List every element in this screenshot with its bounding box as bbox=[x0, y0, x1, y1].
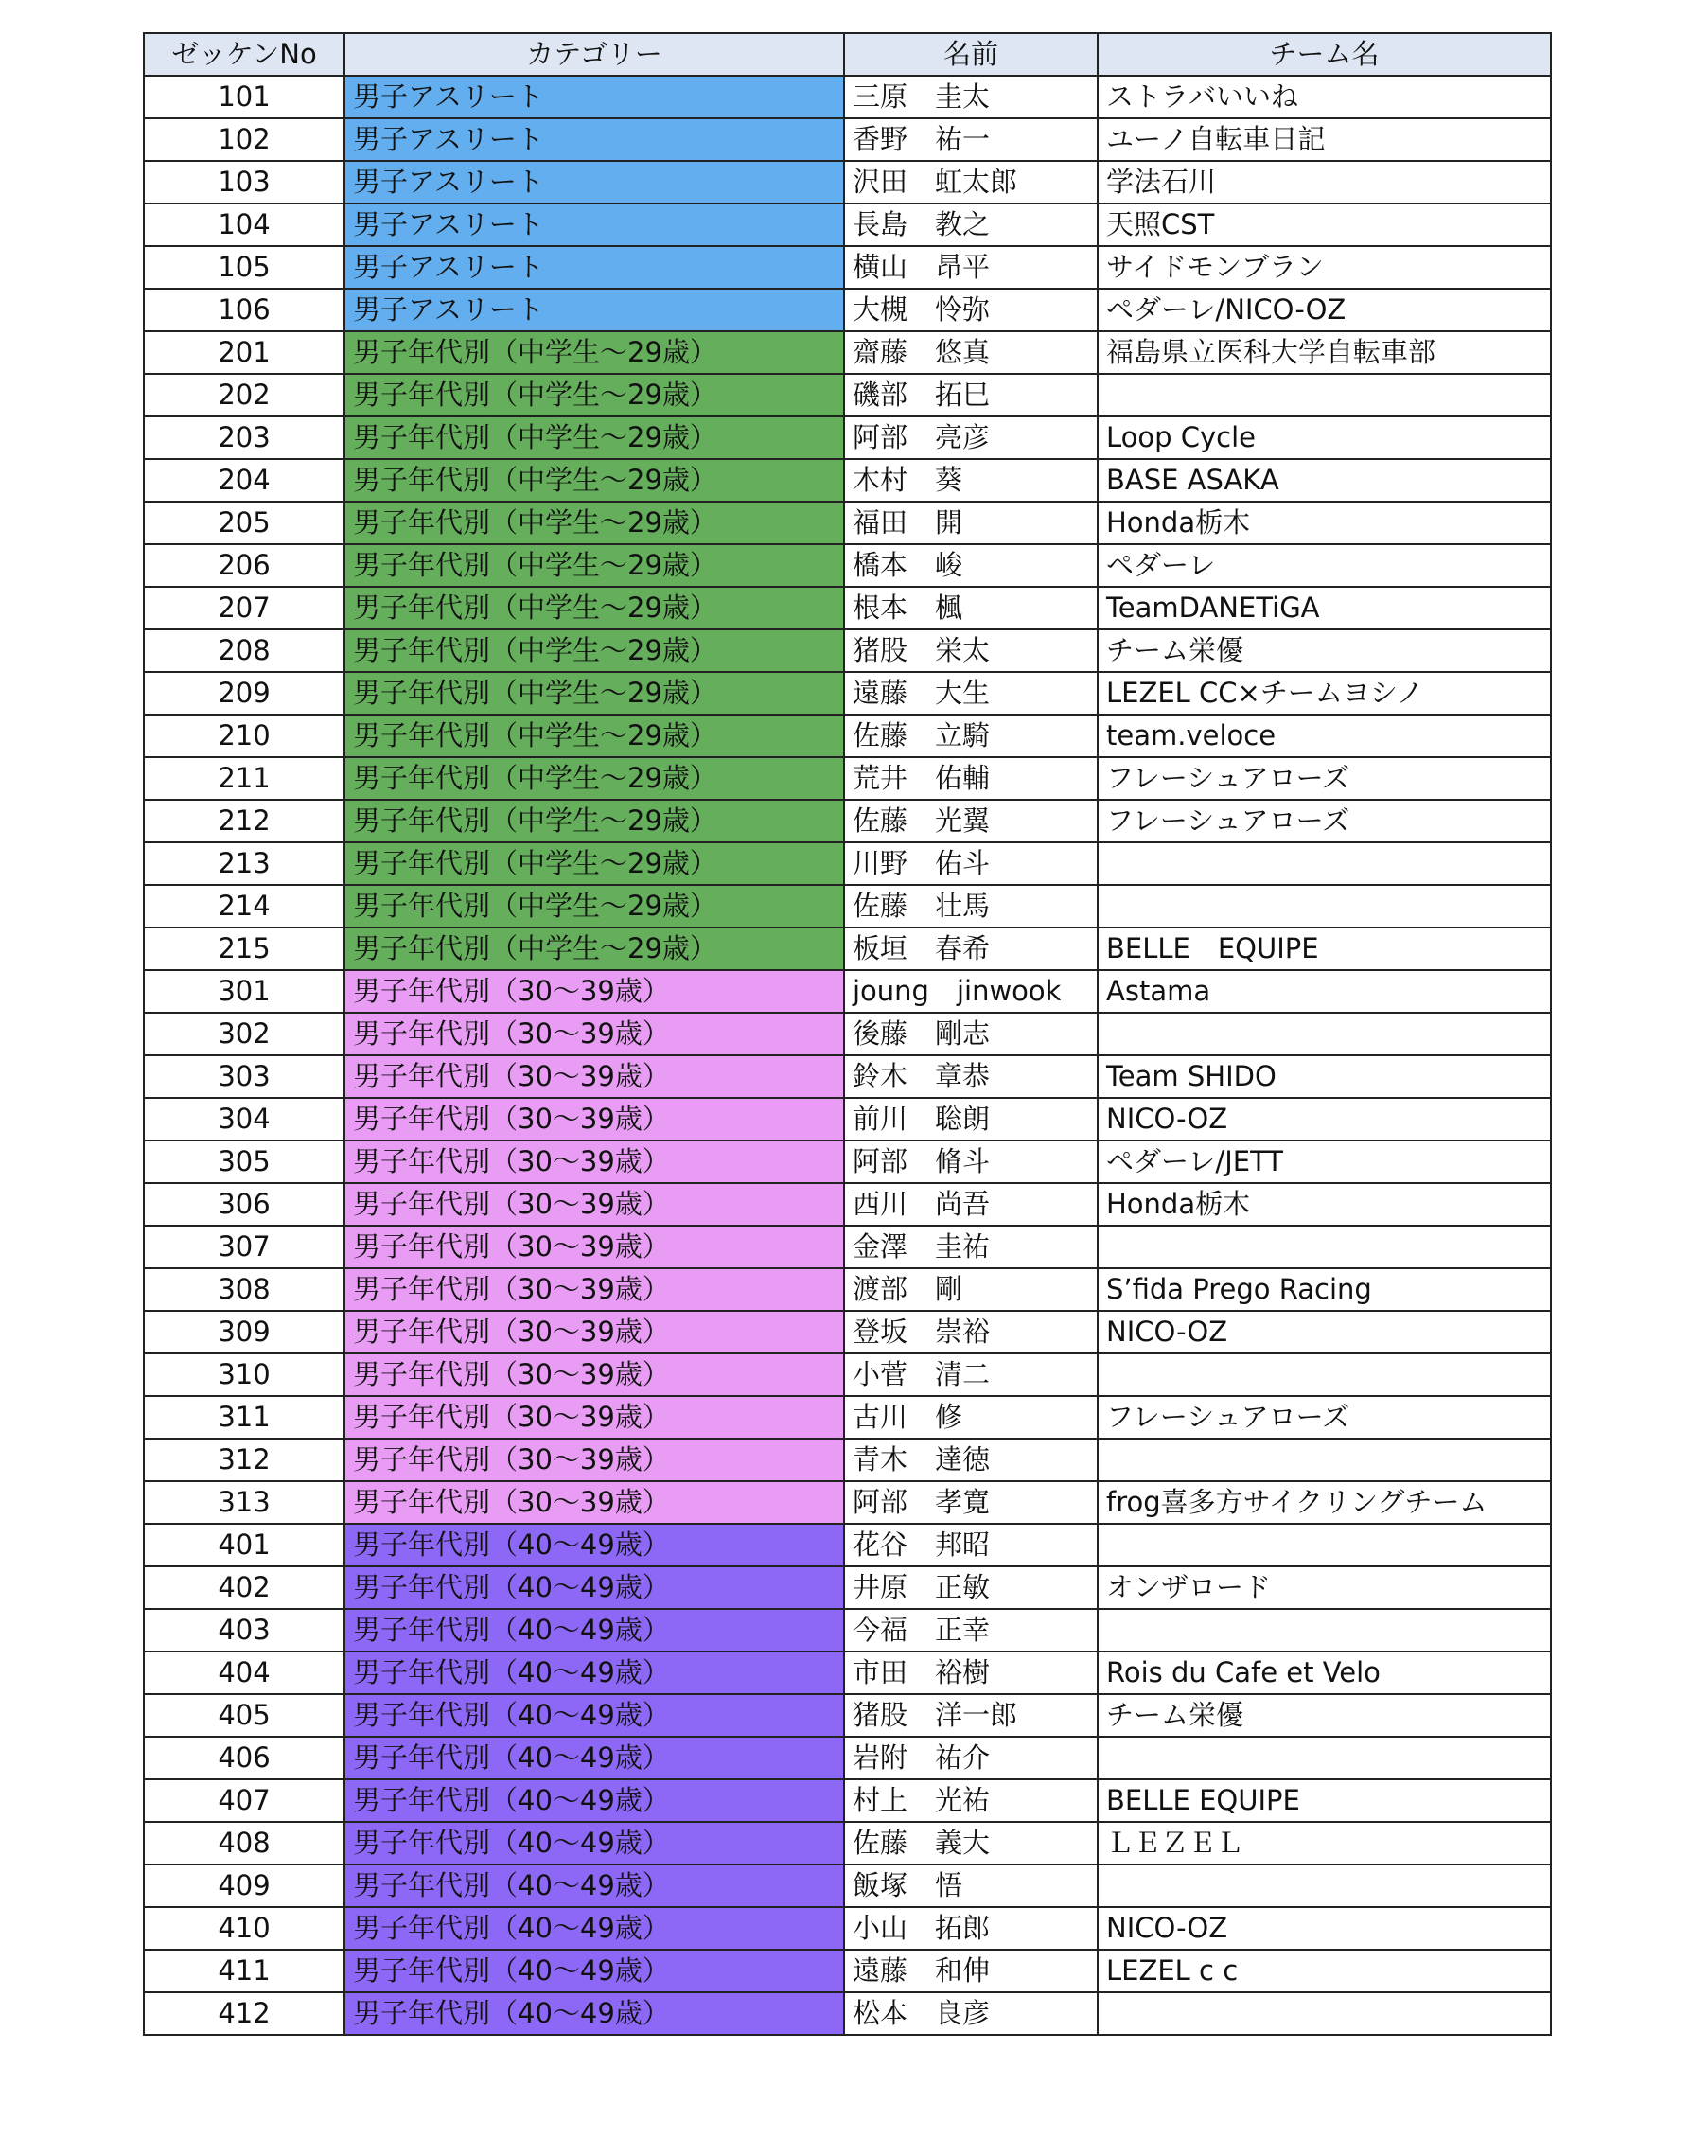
category-cell: 男子年代別（30〜39歳） bbox=[344, 1481, 844, 1524]
bib-number-cell: 211 bbox=[144, 757, 344, 800]
team-name-cell: ストラバいいね bbox=[1098, 76, 1551, 118]
racer-name-cell: 阿部 脩斗 bbox=[844, 1140, 1098, 1183]
bib-number-cell: 404 bbox=[144, 1652, 344, 1694]
team-name-cell: サイドモンブラン bbox=[1098, 246, 1551, 289]
bib-number-cell: 306 bbox=[144, 1183, 344, 1226]
bib-number-cell: 203 bbox=[144, 416, 344, 459]
racer-name-cell: 井原 正敏 bbox=[844, 1566, 1098, 1609]
category-cell: 男子年代別（中学生〜29歳） bbox=[344, 800, 844, 842]
team-name-cell: ユーノ自転車日記 bbox=[1098, 118, 1551, 161]
category-cell: 男子アスリート bbox=[344, 289, 844, 331]
racer-name-cell: 小菅 清二 bbox=[844, 1353, 1098, 1396]
team-name-cell bbox=[1098, 374, 1551, 416]
table-row bbox=[144, 1609, 1551, 1652]
category-cell: 男子年代別（40〜49歳） bbox=[344, 1779, 844, 1822]
racer-name-cell: 岩附 祐介 bbox=[844, 1737, 1098, 1779]
category-cell: 男子年代別（30〜39歳） bbox=[344, 1268, 844, 1311]
racer-name-cell: 鈴木 章恭 bbox=[844, 1055, 1098, 1098]
racer-name-cell: 今福 正幸 bbox=[844, 1609, 1098, 1652]
category-cell: 男子年代別（30〜39歳） bbox=[344, 1055, 844, 1098]
team-name-cell: BELLE EQUIPE bbox=[1098, 928, 1551, 970]
racer-name-cell: 木村 葵 bbox=[844, 459, 1098, 502]
bib-number-cell: 313 bbox=[144, 1481, 344, 1524]
table-row bbox=[144, 1183, 1551, 1226]
table-row bbox=[144, 587, 1551, 629]
category-cell: 男子年代別（30〜39歳） bbox=[344, 1013, 844, 1055]
table-row bbox=[144, 970, 1551, 1013]
bib-number-cell: 401 bbox=[144, 1524, 344, 1566]
racer-name-cell: 長島 教之 bbox=[844, 203, 1098, 246]
racer-name-cell: 横山 昂平 bbox=[844, 246, 1098, 289]
table-row bbox=[144, 800, 1551, 842]
category-cell: 男子年代別（中学生〜29歳） bbox=[344, 885, 844, 928]
category-cell: 男子年代別（40〜49歳） bbox=[344, 1737, 844, 1779]
team-name-cell: Team SHIDO bbox=[1098, 1055, 1551, 1098]
table-row bbox=[144, 1353, 1551, 1396]
team-name-cell: フレーシュアローズ bbox=[1098, 800, 1551, 842]
table-row bbox=[144, 1652, 1551, 1694]
bib-number-cell: 312 bbox=[144, 1439, 344, 1481]
category-cell: 男子年代別（40〜49歳） bbox=[344, 1992, 844, 2035]
table-row bbox=[144, 1396, 1551, 1439]
bib-number-cell: 410 bbox=[144, 1907, 344, 1950]
category-cell: 男子年代別（中学生〜29歳） bbox=[344, 502, 844, 544]
racer-name-cell: 登坂 崇裕 bbox=[844, 1311, 1098, 1353]
bib-number-cell: 304 bbox=[144, 1098, 344, 1140]
table-row bbox=[144, 1950, 1551, 1992]
table-row bbox=[144, 544, 1551, 587]
table-row bbox=[144, 842, 1551, 885]
team-name-cell bbox=[1098, 1353, 1551, 1396]
racer-name-cell: 花谷 邦昭 bbox=[844, 1524, 1098, 1566]
table-row bbox=[144, 1694, 1551, 1737]
category-cell: 男子アスリート bbox=[344, 76, 844, 118]
team-name-cell: Astama bbox=[1098, 970, 1551, 1013]
table-body bbox=[144, 76, 1551, 2035]
bib-number-cell: 402 bbox=[144, 1566, 344, 1609]
table-row bbox=[144, 1055, 1551, 1098]
team-name-cell: チーム栄優 bbox=[1098, 629, 1551, 672]
bib-number-cell: 212 bbox=[144, 800, 344, 842]
racer-name-cell: 小山 拓郎 bbox=[844, 1907, 1098, 1950]
racer-name-cell: 佐藤 壮馬 bbox=[844, 885, 1098, 928]
racer-name-cell: 遠藤 大生 bbox=[844, 672, 1098, 715]
table-row bbox=[144, 331, 1551, 374]
bib-number-cell: 303 bbox=[144, 1055, 344, 1098]
team-name-cell: BASE ASAKA bbox=[1098, 459, 1551, 502]
bib-number-cell: 202 bbox=[144, 374, 344, 416]
racer-name-cell: 金澤 圭祐 bbox=[844, 1226, 1098, 1268]
table-row bbox=[144, 203, 1551, 246]
team-name-cell bbox=[1098, 842, 1551, 885]
table-row bbox=[144, 757, 1551, 800]
racer-name-cell: 香野 祐一 bbox=[844, 118, 1098, 161]
category-cell: 男子年代別（中学生〜29歳） bbox=[344, 374, 844, 416]
team-name-cell bbox=[1098, 1439, 1551, 1481]
table-row bbox=[144, 246, 1551, 289]
racer-name-cell: 大槻 怜弥 bbox=[844, 289, 1098, 331]
racer-name-cell: 遠藤 和伸 bbox=[844, 1950, 1098, 1992]
table-row bbox=[144, 1226, 1551, 1268]
bib-number-cell: 206 bbox=[144, 544, 344, 587]
team-name-cell: Loop Cycle bbox=[1098, 416, 1551, 459]
racer-name-cell: 阿部 亮彦 bbox=[844, 416, 1098, 459]
team-name-cell: チーム栄優 bbox=[1098, 1694, 1551, 1737]
bib-number-cell: 201 bbox=[144, 331, 344, 374]
team-name-cell: BELLE EQUIPE bbox=[1098, 1779, 1551, 1822]
bib-number-cell: 204 bbox=[144, 459, 344, 502]
team-name-cell: NICO-OZ bbox=[1098, 1098, 1551, 1140]
team-name-cell: ペダーレ/NICO-OZ bbox=[1098, 289, 1551, 331]
table-row bbox=[144, 1907, 1551, 1950]
category-cell: 男子アスリート bbox=[344, 246, 844, 289]
category-cell: 男子年代別（30〜39歳） bbox=[344, 1353, 844, 1396]
team-name-cell: LEZEL c c bbox=[1098, 1950, 1551, 1992]
racer-name-cell: 古川 修 bbox=[844, 1396, 1098, 1439]
table-row bbox=[144, 459, 1551, 502]
racer-name-cell: 荒井 佑輔 bbox=[844, 757, 1098, 800]
team-name-cell: team.veloce bbox=[1098, 715, 1551, 757]
category-cell: 男子アスリート bbox=[344, 118, 844, 161]
bib-number-cell: 408 bbox=[144, 1822, 344, 1864]
table-row bbox=[144, 416, 1551, 459]
category-cell: 男子アスリート bbox=[344, 203, 844, 246]
bib-number-cell: 213 bbox=[144, 842, 344, 885]
team-name-cell: 学法石川 bbox=[1098, 161, 1551, 203]
table-row bbox=[144, 1098, 1551, 1140]
bib-number-cell: 101 bbox=[144, 76, 344, 118]
racer-name-cell: 根本 楓 bbox=[844, 587, 1098, 629]
team-name-cell: ＬＥＺＥＬ bbox=[1098, 1822, 1551, 1864]
table-row bbox=[144, 629, 1551, 672]
team-name-cell: ペダーレ/JETT bbox=[1098, 1140, 1551, 1183]
category-cell: 男子年代別（中学生〜29歳） bbox=[344, 544, 844, 587]
bib-number-cell: 105 bbox=[144, 246, 344, 289]
category-cell: 男子年代別（中学生〜29歳） bbox=[344, 416, 844, 459]
table-row bbox=[144, 1268, 1551, 1311]
racer-name-cell: 福田 開 bbox=[844, 502, 1098, 544]
category-cell: 男子年代別（30〜39歳） bbox=[344, 1396, 844, 1439]
category-cell: 男子年代別（30〜39歳） bbox=[344, 970, 844, 1013]
table-row bbox=[144, 1864, 1551, 1907]
table-row bbox=[144, 502, 1551, 544]
team-name-cell: Honda栃木 bbox=[1098, 502, 1551, 544]
category-cell: 男子年代別（40〜49歳） bbox=[344, 1864, 844, 1907]
bib-number-cell: 207 bbox=[144, 587, 344, 629]
racer-name-cell: 橋本 峻 bbox=[844, 544, 1098, 587]
bib-number-cell: 411 bbox=[144, 1950, 344, 1992]
category-cell: 男子年代別（中学生〜29歳） bbox=[344, 331, 844, 374]
racer-name-cell: 磯部 拓巳 bbox=[844, 374, 1098, 416]
team-name-cell: S’fida Prego Racing bbox=[1098, 1268, 1551, 1311]
table-row bbox=[144, 1524, 1551, 1566]
bib-number-cell: 409 bbox=[144, 1864, 344, 1907]
team-name-cell: NICO-OZ bbox=[1098, 1907, 1551, 1950]
bib-number-cell: 104 bbox=[144, 203, 344, 246]
table-row bbox=[144, 672, 1551, 715]
team-name-cell bbox=[1098, 1737, 1551, 1779]
category-cell: 男子年代別（40〜49歳） bbox=[344, 1566, 844, 1609]
racer-name-cell: 飯塚 悟 bbox=[844, 1864, 1098, 1907]
bib-number-cell: 307 bbox=[144, 1226, 344, 1268]
team-name-cell: Rois du Cafe et Velo bbox=[1098, 1652, 1551, 1694]
team-name-cell: Honda栃木 bbox=[1098, 1183, 1551, 1226]
racer-name-cell: 前川 聡朗 bbox=[844, 1098, 1098, 1140]
team-name-cell bbox=[1098, 1992, 1551, 2035]
category-cell: 男子年代別（中学生〜29歳） bbox=[344, 629, 844, 672]
team-name-cell: オンザロード bbox=[1098, 1566, 1551, 1609]
bib-number-cell: 301 bbox=[144, 970, 344, 1013]
category-cell: 男子年代別（中学生〜29歳） bbox=[344, 928, 844, 970]
racer-name-cell: 市田 裕樹 bbox=[844, 1652, 1098, 1694]
team-name-cell bbox=[1098, 1013, 1551, 1055]
team-name-cell: ペダーレ bbox=[1098, 544, 1551, 587]
team-name-cell: NICO-OZ bbox=[1098, 1311, 1551, 1353]
category-cell: 男子年代別（30〜39歳） bbox=[344, 1439, 844, 1481]
bib-number-cell: 210 bbox=[144, 715, 344, 757]
racer-name-cell: 渡部 剛 bbox=[844, 1268, 1098, 1311]
bib-number-cell: 406 bbox=[144, 1737, 344, 1779]
table-row bbox=[144, 1439, 1551, 1481]
bib-number-cell: 209 bbox=[144, 672, 344, 715]
category-cell: 男子年代別（40〜49歳） bbox=[344, 1524, 844, 1566]
team-name-cell: LEZEL CC×チームヨシノ bbox=[1098, 672, 1551, 715]
category-cell: 男子年代別（30〜39歳） bbox=[344, 1098, 844, 1140]
racer-name-cell: 西川 尚吾 bbox=[844, 1183, 1098, 1226]
racer-name-cell: 板垣 春希 bbox=[844, 928, 1098, 970]
table-row bbox=[144, 1311, 1551, 1353]
bib-number-cell: 311 bbox=[144, 1396, 344, 1439]
racer-name-cell: 松本 良彦 bbox=[844, 1992, 1098, 2035]
category-cell: 男子年代別（中学生〜29歳） bbox=[344, 459, 844, 502]
racer-name-cell: 後藤 剛志 bbox=[844, 1013, 1098, 1055]
table-row bbox=[144, 1013, 1551, 1055]
category-cell: 男子年代別（40〜49歳） bbox=[344, 1694, 844, 1737]
bib-number-cell: 412 bbox=[144, 1992, 344, 2035]
team-name-cell: 福島県立医科大学自転車部 bbox=[1098, 331, 1551, 374]
bib-number-cell: 310 bbox=[144, 1353, 344, 1396]
team-name-cell bbox=[1098, 1864, 1551, 1907]
team-name-cell bbox=[1098, 885, 1551, 928]
team-name-cell: フレーシュアローズ bbox=[1098, 757, 1551, 800]
bib-number-cell: 102 bbox=[144, 118, 344, 161]
entry-list-table bbox=[143, 32, 1552, 2036]
racer-name-cell: 三原 圭太 bbox=[844, 76, 1098, 118]
category-cell: 男子年代別（40〜49歳） bbox=[344, 1822, 844, 1864]
table-row bbox=[144, 161, 1551, 203]
bib-number-cell: 308 bbox=[144, 1268, 344, 1311]
bib-number-cell: 214 bbox=[144, 885, 344, 928]
category-cell: 男子年代別（40〜49歳） bbox=[344, 1652, 844, 1694]
table-header bbox=[144, 33, 1551, 76]
racer-name-cell: 佐藤 義大 bbox=[844, 1822, 1098, 1864]
category-cell: 男子年代別（中学生〜29歳） bbox=[344, 587, 844, 629]
team-name-cell bbox=[1098, 1609, 1551, 1652]
racer-name-cell: 川野 佑斗 bbox=[844, 842, 1098, 885]
category-cell: 男子年代別（40〜49歳） bbox=[344, 1907, 844, 1950]
table-row bbox=[144, 1779, 1551, 1822]
bib-number-cell: 305 bbox=[144, 1140, 344, 1183]
team-name-cell: フレーシュアローズ bbox=[1098, 1396, 1551, 1439]
bib-number-cell: 403 bbox=[144, 1609, 344, 1652]
team-name-cell bbox=[1098, 1524, 1551, 1566]
header-team: チーム名 bbox=[1098, 33, 1551, 76]
header-name: 名前 bbox=[844, 33, 1098, 76]
category-cell: 男子年代別（30〜39歳） bbox=[344, 1311, 844, 1353]
table-row bbox=[144, 1992, 1551, 2035]
bib-number-cell: 215 bbox=[144, 928, 344, 970]
table-row bbox=[144, 1737, 1551, 1779]
category-cell: 男子年代別（40〜49歳） bbox=[344, 1609, 844, 1652]
category-cell: 男子年代別（中学生〜29歳） bbox=[344, 672, 844, 715]
bib-number-cell: 205 bbox=[144, 502, 344, 544]
table-row bbox=[144, 76, 1551, 118]
table-row bbox=[144, 118, 1551, 161]
category-cell: 男子年代別（中学生〜29歳） bbox=[344, 715, 844, 757]
header-bib-number: ゼッケンNo bbox=[144, 33, 344, 76]
racer-name-cell: 村上 光祐 bbox=[844, 1779, 1098, 1822]
team-name-cell: TeamDANETiGA bbox=[1098, 587, 1551, 629]
header-category: カテゴリー bbox=[344, 33, 844, 76]
category-cell: 男子年代別（30〜39歳） bbox=[344, 1140, 844, 1183]
category-cell: 男子アスリート bbox=[344, 161, 844, 203]
bib-number-cell: 407 bbox=[144, 1779, 344, 1822]
table-row bbox=[144, 928, 1551, 970]
table-row bbox=[144, 715, 1551, 757]
racer-name-cell: 沢田 虹太郎 bbox=[844, 161, 1098, 203]
table-row bbox=[144, 1822, 1551, 1864]
racer-name-cell: 猪股 栄太 bbox=[844, 629, 1098, 672]
bib-number-cell: 405 bbox=[144, 1694, 344, 1737]
table-row bbox=[144, 1566, 1551, 1609]
team-name-cell: 天照CST bbox=[1098, 203, 1551, 246]
team-name-cell bbox=[1098, 1226, 1551, 1268]
bib-number-cell: 103 bbox=[144, 161, 344, 203]
category-cell: 男子年代別（中学生〜29歳） bbox=[344, 842, 844, 885]
bib-number-cell: 208 bbox=[144, 629, 344, 672]
table-row bbox=[144, 1481, 1551, 1524]
bib-number-cell: 106 bbox=[144, 289, 344, 331]
table-row bbox=[144, 374, 1551, 416]
bib-number-cell: 302 bbox=[144, 1013, 344, 1055]
team-name-cell: frog喜多方サイクリングチーム bbox=[1098, 1481, 1551, 1524]
racer-name-cell: 佐藤 立騎 bbox=[844, 715, 1098, 757]
racer-name-cell: 猪股 洋一郎 bbox=[844, 1694, 1098, 1737]
table-row bbox=[144, 289, 1551, 331]
header-row bbox=[144, 33, 1551, 76]
category-cell: 男子年代別（中学生〜29歳） bbox=[344, 757, 844, 800]
racer-name-cell: 阿部 孝寛 bbox=[844, 1481, 1098, 1524]
racer-name-cell: 齋藤 悠真 bbox=[844, 331, 1098, 374]
table-row bbox=[144, 885, 1551, 928]
racer-name-cell: 佐藤 光翼 bbox=[844, 800, 1098, 842]
racer-name-cell: joung jinwook bbox=[844, 970, 1098, 1013]
table-row bbox=[144, 1140, 1551, 1183]
category-cell: 男子年代別（30〜39歳） bbox=[344, 1183, 844, 1226]
racer-name-cell: 青木 達徳 bbox=[844, 1439, 1098, 1481]
bib-number-cell: 309 bbox=[144, 1311, 344, 1353]
category-cell: 男子年代別（30〜39歳） bbox=[344, 1226, 844, 1268]
category-cell: 男子年代別（40〜49歳） bbox=[344, 1950, 844, 1992]
